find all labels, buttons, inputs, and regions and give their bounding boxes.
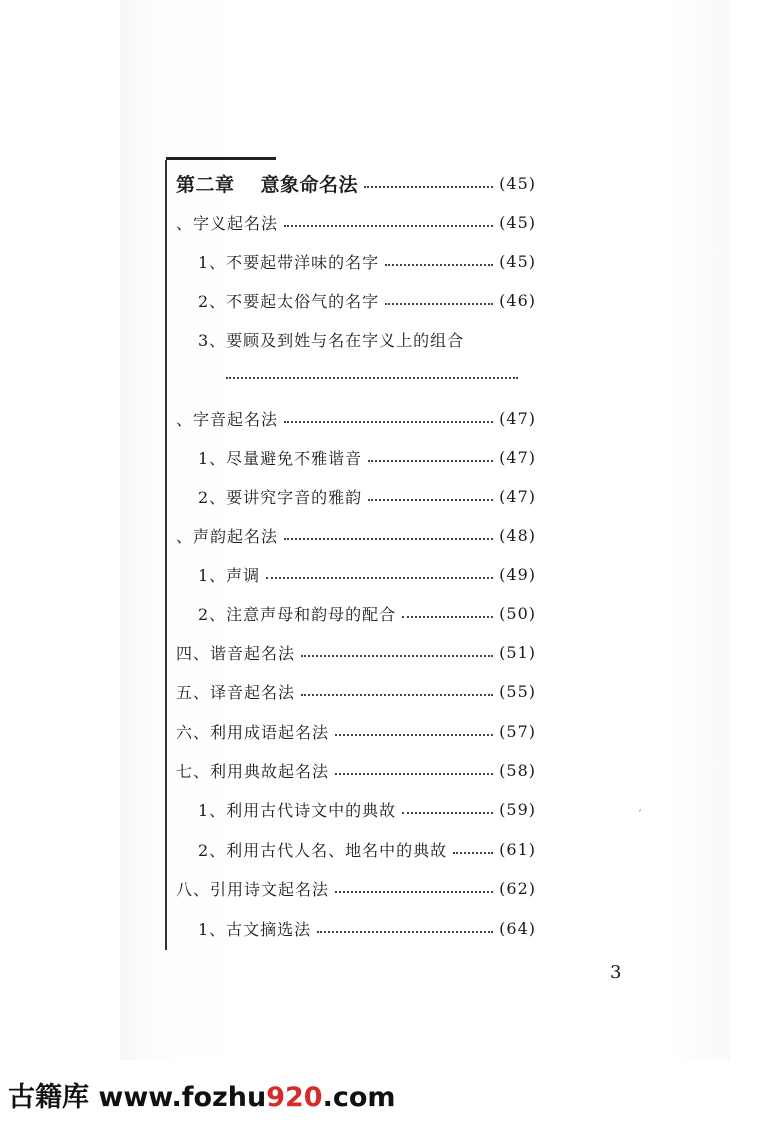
dot-leader bbox=[453, 851, 493, 854]
toc-entry[interactable] bbox=[198, 285, 536, 315]
page-ref: (51) bbox=[499, 642, 536, 662]
entry-title: 2、要讲究字音的雅韵 bbox=[198, 487, 363, 507]
toc-entry[interactable] bbox=[176, 637, 536, 667]
entry-title: 、字音起名法 bbox=[176, 409, 279, 429]
entry-title: 、字义起名法 bbox=[176, 213, 279, 233]
dot-leader bbox=[301, 693, 493, 696]
dot-leader bbox=[226, 375, 518, 379]
page-ref: (55) bbox=[499, 681, 536, 701]
page-ref: (62) bbox=[499, 878, 536, 898]
page-number: 3 bbox=[610, 962, 622, 983]
entry-title: 六、利用成语起名法 bbox=[176, 722, 330, 742]
dot-leader bbox=[335, 890, 493, 893]
entry-title: 1、利用古代诗文中的典故 bbox=[198, 800, 397, 820]
dot-leader bbox=[284, 420, 493, 423]
scan-artifact: ˊ bbox=[637, 810, 642, 821]
dot-leader bbox=[284, 537, 493, 540]
dot-leader bbox=[368, 498, 493, 501]
toc-entry[interactable] bbox=[198, 559, 536, 589]
entry-title: 、声韵起名法 bbox=[176, 526, 279, 546]
entry-title: 四、谐音起名法 bbox=[176, 643, 296, 663]
dot-leader bbox=[335, 733, 493, 736]
page-ref: (45) bbox=[499, 251, 536, 271]
dot-leader bbox=[385, 263, 493, 266]
toc-entry[interactable] bbox=[176, 873, 536, 903]
chapter-top-rule bbox=[166, 157, 276, 160]
page-ref: (49) bbox=[499, 564, 536, 584]
toc-entry[interactable] bbox=[176, 207, 536, 237]
dot-leader bbox=[266, 576, 493, 579]
toc-entry[interactable] bbox=[176, 403, 536, 433]
entry-title: 1、尽量避免不雅谐音 bbox=[198, 448, 363, 468]
entry-title: 1、不要起带洋味的名字 bbox=[198, 252, 380, 272]
page-ref: (45) bbox=[499, 212, 536, 232]
toc-entry[interactable] bbox=[176, 716, 536, 746]
watermark-suffix: .com bbox=[322, 1082, 396, 1113]
entry-title: 1、古文摘选法 bbox=[198, 919, 312, 939]
watermark-prefix: 古籍库 www.fozhu bbox=[8, 1082, 267, 1113]
dot-leader bbox=[335, 772, 493, 775]
toc-entry[interactable] bbox=[198, 794, 536, 824]
toc-entry[interactable] bbox=[198, 913, 536, 943]
site-watermark[interactable] bbox=[8, 1075, 396, 1115]
dot-leader bbox=[284, 224, 493, 227]
page-ref: (58) bbox=[499, 760, 536, 780]
dot-leader bbox=[368, 459, 493, 462]
toc-entry[interactable] bbox=[198, 598, 536, 628]
toc-entry[interactable] bbox=[198, 246, 536, 276]
page-ref: (47) bbox=[499, 408, 536, 428]
dot-leader bbox=[364, 185, 493, 188]
page-ref: (61) bbox=[499, 839, 536, 859]
entry-title: 2、注意声母和韵母的配合 bbox=[198, 604, 397, 624]
chapter-title: 第二章 意象命名法 bbox=[176, 173, 359, 196]
entry-title: 五、译音起名法 bbox=[176, 682, 296, 702]
entry-title: 2、不要起太俗气的名字 bbox=[198, 291, 380, 311]
toc-entry[interactable] bbox=[198, 442, 536, 472]
entry-title: 3、要顾及到姓与名在字义上的组合 bbox=[198, 330, 465, 350]
dot-leader bbox=[301, 654, 493, 657]
toc-left-rule bbox=[165, 160, 167, 950]
dot-leader bbox=[317, 930, 493, 933]
entry-title: 八、引用诗文起名法 bbox=[176, 879, 330, 899]
page-ref: (48) bbox=[499, 525, 536, 545]
toc-entry[interactable] bbox=[198, 834, 536, 864]
entry-title: 1、声调 bbox=[198, 565, 261, 585]
dot-leader bbox=[402, 615, 493, 618]
dot-leader bbox=[385, 302, 493, 305]
toc-entry[interactable] bbox=[176, 676, 536, 706]
page-ref: (57) bbox=[499, 721, 536, 741]
page-ref: (50) bbox=[499, 603, 536, 623]
toc-entry[interactable] bbox=[176, 520, 536, 550]
page-ref: (47) bbox=[499, 486, 536, 506]
page-ref: (59) bbox=[499, 799, 536, 819]
toc-chapter-heading[interactable] bbox=[176, 168, 536, 198]
toc-entry[interactable] bbox=[198, 481, 536, 511]
toc-entry[interactable] bbox=[198, 324, 536, 354]
page-ref: (46) bbox=[499, 290, 536, 310]
dot-leader bbox=[402, 811, 493, 814]
page-ref: (64) bbox=[499, 918, 536, 938]
entry-title: 2、利用古代人名、地名中的典故 bbox=[198, 840, 448, 860]
page-ref: (45) bbox=[499, 173, 536, 193]
entry-title: 七、利用典故起名法 bbox=[176, 761, 330, 781]
toc-entry[interactable] bbox=[176, 755, 536, 785]
watermark-accent: 920 bbox=[266, 1082, 323, 1113]
page-ref: (47) bbox=[499, 447, 536, 467]
